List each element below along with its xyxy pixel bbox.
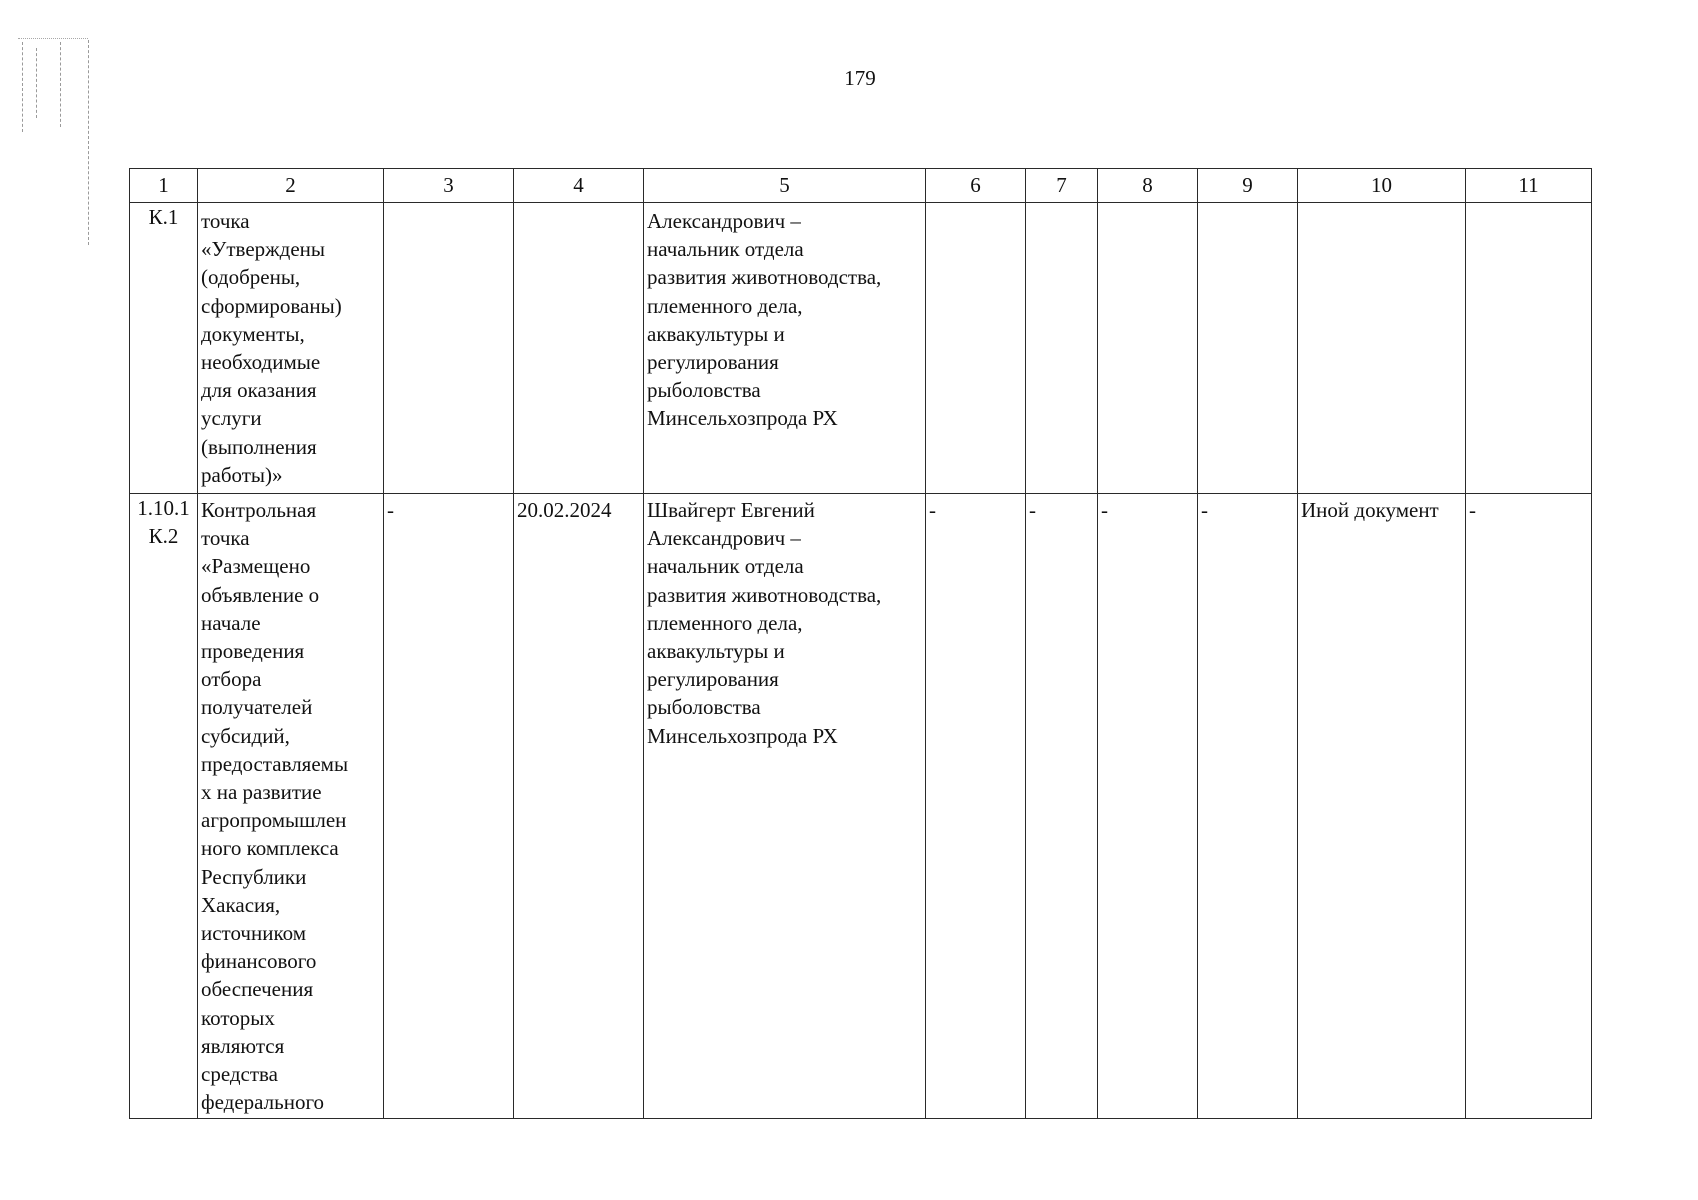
date-cell: 20.02.2024 xyxy=(514,494,644,1119)
date-cell xyxy=(514,203,644,494)
cell-col3 xyxy=(384,203,514,494)
column-header-1: 1 xyxy=(130,169,198,203)
column-header-5: 5 xyxy=(644,169,926,203)
column-header-11: 11 xyxy=(1466,169,1592,203)
cell-col6: - xyxy=(926,494,1026,1119)
document-type-cell xyxy=(1298,203,1466,494)
column-header-4: 4 xyxy=(514,169,644,203)
table-row xyxy=(130,203,1592,494)
column-header-8: 8 xyxy=(1098,169,1198,203)
column-header-10: 10 xyxy=(1298,169,1466,203)
responsible-person-cell: Александрович – начальник отдела развития животноводства, племенного дела, аквакультуры и регулирования рыболовства Минсельхозпрода РХ xyxy=(644,203,926,494)
table-row xyxy=(130,494,1592,1119)
cell-col8 xyxy=(1098,203,1198,494)
cell-col11 xyxy=(1466,203,1592,494)
event-name-cell: точка «Утверждены (одобрены, сформированы) документы, необходимые для оказания услуги (выполнения работы)» xyxy=(198,203,384,494)
column-header-3: 3 xyxy=(384,169,514,203)
column-header-9: 9 xyxy=(1198,169,1298,203)
cell-col9 xyxy=(1198,203,1298,494)
cell-col9: - xyxy=(1198,494,1298,1119)
cell-col8: - xyxy=(1098,494,1198,1119)
cell-col7 xyxy=(1026,203,1098,494)
responsible-person-cell: Швайгерт Евгений Александрович – начальник отдела развития животноводства, племенного дела, аквакультуры и регулирования рыболовства Минсельхозпрода РХ xyxy=(644,494,926,1119)
column-header-2: 2 xyxy=(198,169,384,203)
cell-col6 xyxy=(926,203,1026,494)
scan-artifact xyxy=(18,38,88,39)
cell-col11: - xyxy=(1466,494,1592,1119)
row-number-cell: 1.10.1 К.2 xyxy=(130,494,198,1119)
page-number: 179 xyxy=(844,66,876,90)
row-number-cell: К.1 xyxy=(130,203,198,494)
column-header-7: 7 xyxy=(1026,169,1098,203)
document-table xyxy=(129,168,1592,1119)
event-name-cell: Контрольная точка «Размещено объявление о начале проведения отбора получателей субсидий, предоставляемы х на развитие агропромышлен ного комплекса Республики Хакасия, источником финансового обеспечения которых являются средства федерального xyxy=(198,494,384,1119)
column-header-6: 6 xyxy=(926,169,1026,203)
header-row xyxy=(130,169,1592,203)
document-type-cell: Иной документ xyxy=(1298,494,1466,1119)
cell-col3: - xyxy=(384,494,514,1119)
cell-col7: - xyxy=(1026,494,1098,1119)
